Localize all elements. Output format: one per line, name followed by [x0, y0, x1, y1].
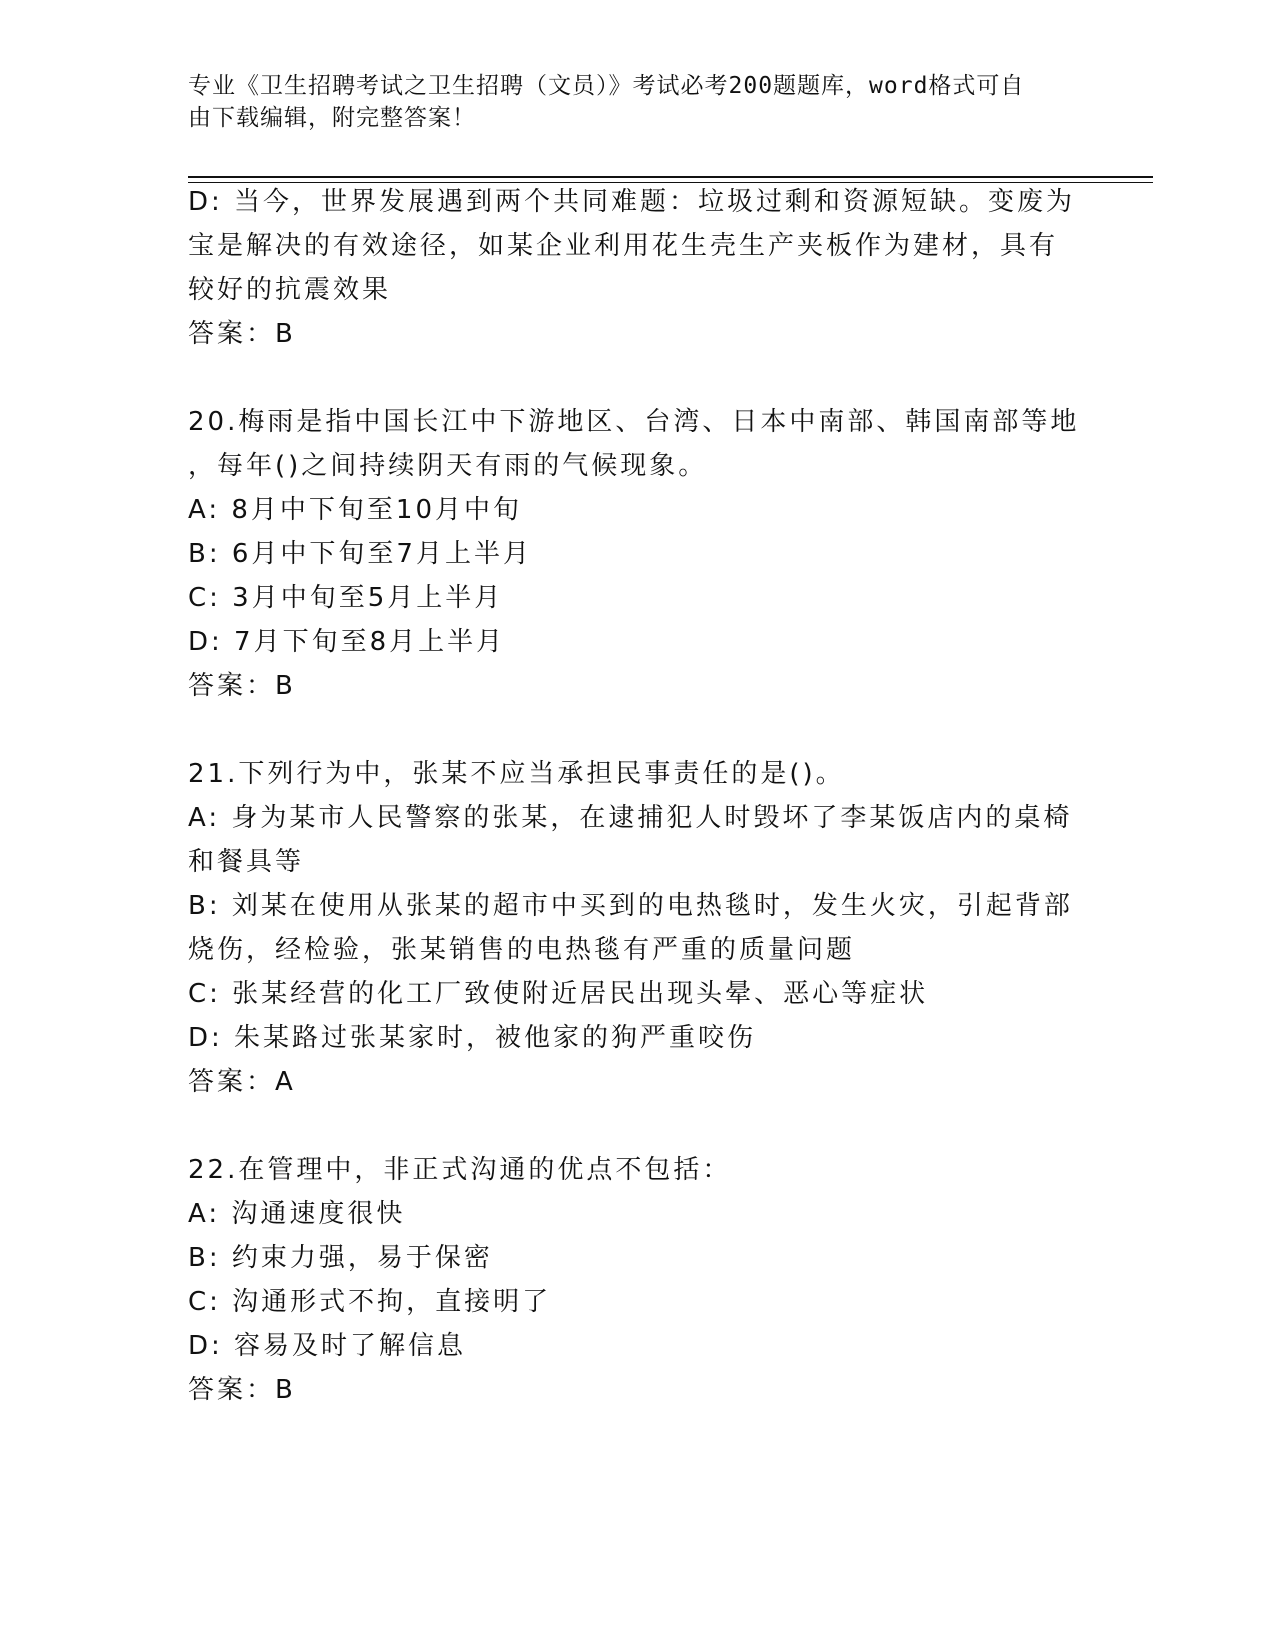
q19-option-d-line-1: D: 当今，世界发展遇到两个共同难题：垃圾过剩和资源短缺。变废为: [188, 187, 1076, 217]
q22-option-d: D: 容易及时了解信息: [188, 1331, 467, 1361]
q21-option-c: C: 张某经营的化工厂致使附近居民出现头晕、恶心等症状: [188, 979, 929, 1009]
header-line-2: 由下载编辑，附完整答案！: [188, 105, 476, 131]
header-rule-thin: [188, 182, 1153, 183]
q20-stem-line-2: ，每年()之间持续阴天有雨的气候现象。: [188, 451, 708, 481]
q21-option-d: D: 朱某路过张某家时，被他家的狗严重咬伤: [188, 1023, 757, 1053]
q19-answer: 答案：B: [188, 319, 296, 349]
header-line-1: 专业《卫生招聘考试之卫生招聘（文员）》考试必考200题题库，word格式可自: [188, 73, 1025, 99]
q20-option-d: D: 7月下旬至8月上半月: [188, 627, 506, 657]
q22-option-a: A: 沟通速度很快: [188, 1199, 406, 1229]
q21-option-b-line-1: B: 刘某在使用从张某的超市中买到的电热毯时，发生火灾，引起背部: [188, 891, 1073, 921]
q22-answer: 答案：B: [188, 1375, 296, 1405]
q21-option-b-line-2: 烧伤，经检验，张某销售的电热毯有严重的质量问题: [188, 935, 856, 965]
q21-option-a-line-2: 和餐具等: [188, 847, 305, 877]
q21-answer: 答案：A: [188, 1067, 296, 1097]
q22-stem: 22.在管理中，非正式沟通的优点不包括：: [188, 1155, 732, 1185]
q21-option-a-line-1: A: 身为某市人民警察的张某，在逮捕犯人时毁坏了李某饭店内的桌椅: [188, 803, 1073, 833]
q19-option-d-line-3: 较好的抗震效果: [188, 275, 392, 305]
header-rule-thick: [188, 176, 1153, 178]
q19-option-d-line-2: 宝是解决的有效途径，如某企业利用花生壳生产夹板作为建材，具有: [188, 231, 1059, 261]
q20-stem-line-1: 20.梅雨是指中国长江中下游地区、台湾、日本中南部、韩国南部等地: [188, 407, 1080, 437]
q22-option-c: C: 沟通形式不拘，直接明了: [188, 1287, 552, 1317]
q20-option-c: C: 3月中旬至5月上半月: [188, 583, 504, 613]
q20-option-a: A: 8月中下旬至10月中旬: [188, 495, 522, 525]
q20-option-b: B: 6月中下旬至7月上半月: [188, 539, 532, 569]
q22-option-b: B: 约束力强，易于保密: [188, 1243, 493, 1273]
q20-answer: 答案：B: [188, 671, 296, 701]
q21-stem: 21.下列行为中，张某不应当承担民事责任的是()。: [188, 759, 845, 789]
document-header: [188, 70, 1078, 134]
